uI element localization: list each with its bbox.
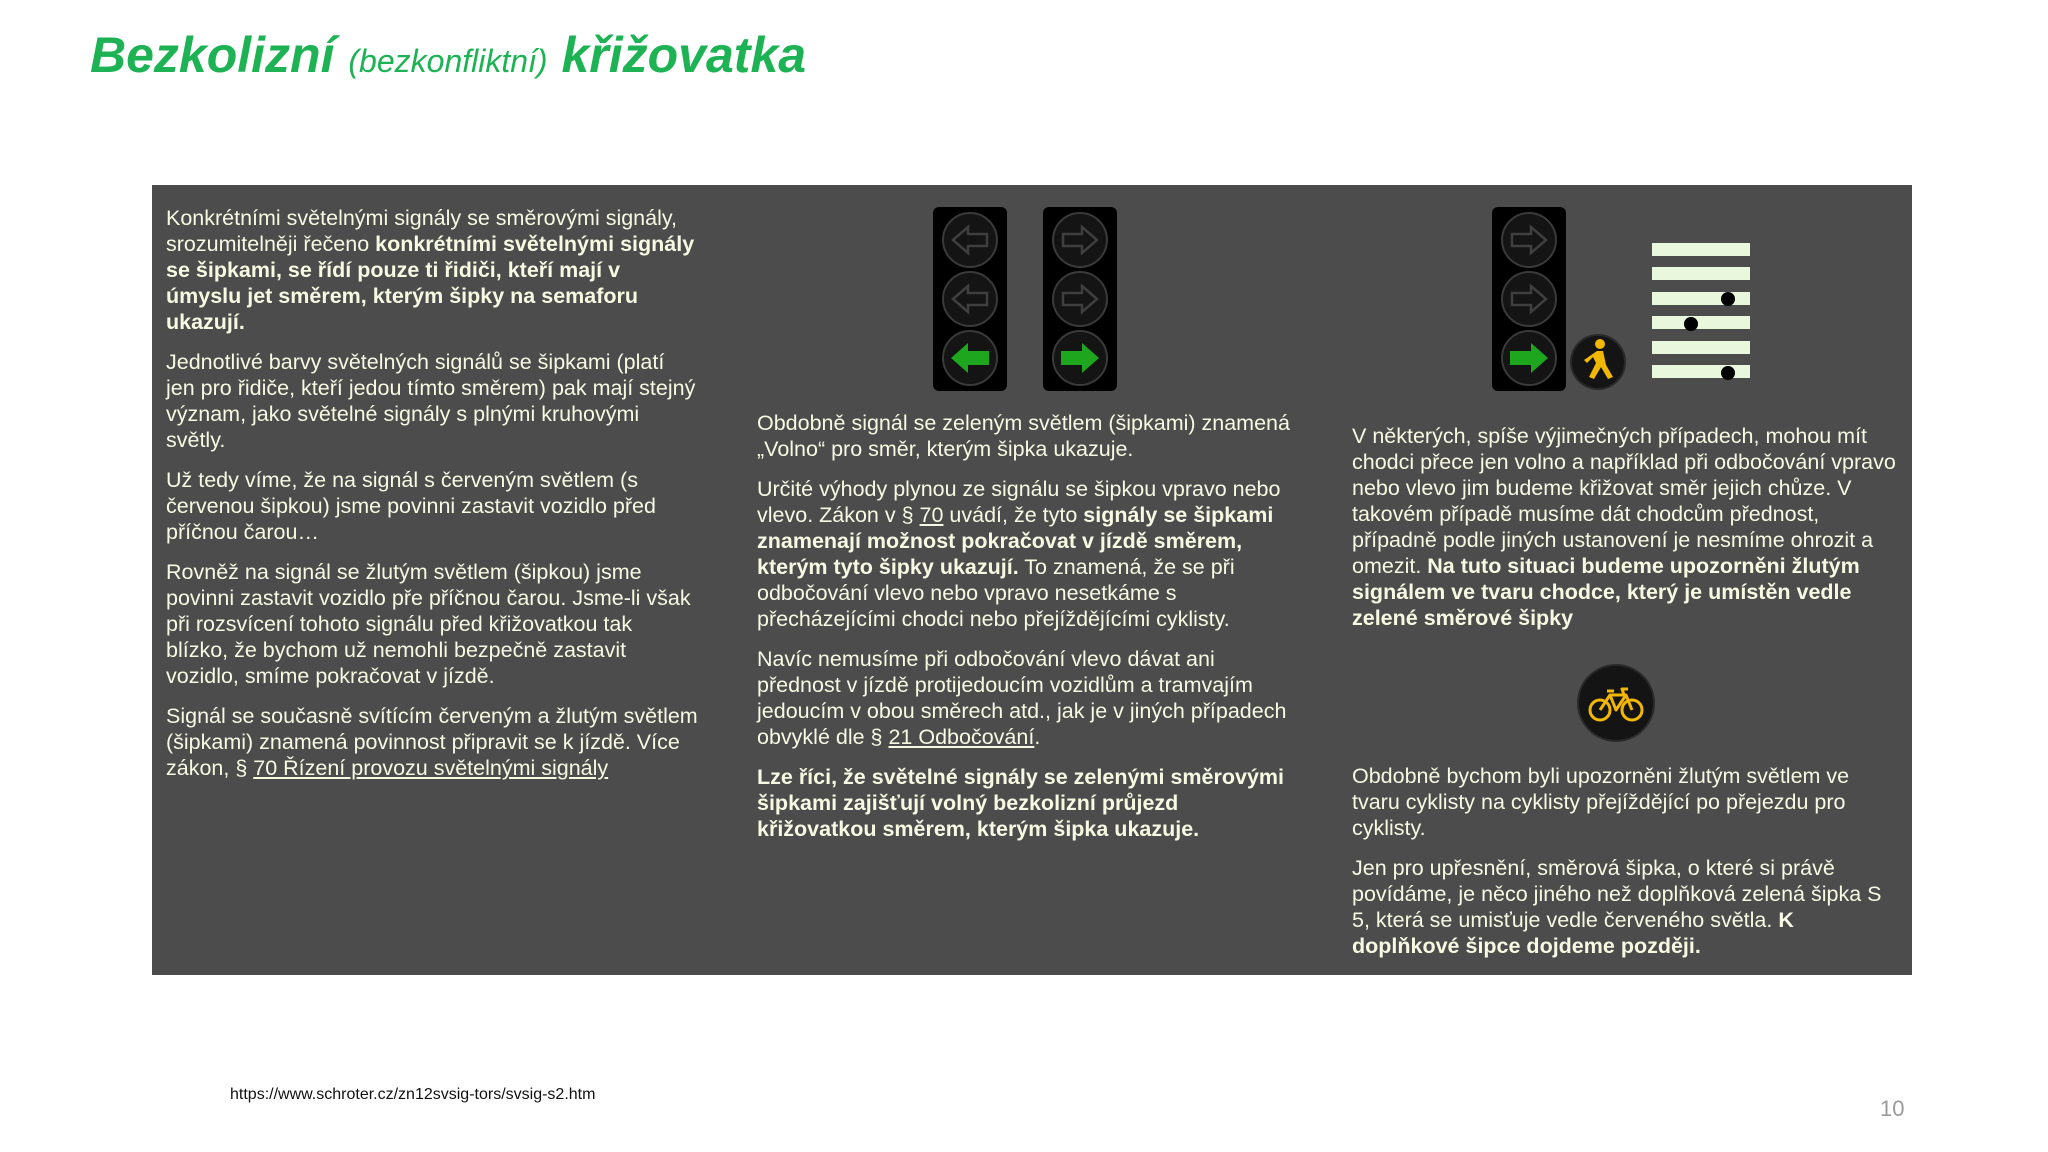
col1-p1-bold: konkrétními světelnými signály se šipkami, se řídí pouze ti řidiči, kteří mají v úmyslu jet směrem, kterým šipky na semaforu ukazují. — [166, 232, 695, 334]
column-3 — [1352, 423, 1900, 645]
bicycle-signal-icon — [1576, 663, 1656, 743]
traffic-light-pedestrian-crossing — [1490, 205, 1790, 395]
page-title — [90, 20, 806, 96]
page-number: 10 — [1880, 1096, 1905, 1121]
title-paren: (bezkonfliktní) — [348, 43, 548, 79]
col2-paragraph-1: Obdobně signál se zeleným světlem (šipkami) znamená „Volno“ pro směr, kterým šipka ukazuje. — [757, 411, 1290, 461]
col3-paragraph-3 — [1352, 855, 1900, 959]
col1-p1-text: Konkrétními světelnými signály se směrovými signály, srozumitelněji řečeno — [166, 206, 677, 256]
col1-paragraph-3: Už tedy víme, že na signál s červeným světlem (s červenou šipkou) jsme povinni zastavit vozidlo před příčnou čarou… — [166, 468, 656, 544]
col2-paragraph-2 — [757, 476, 1297, 632]
col1-paragraph-5 — [166, 703, 698, 781]
column-1 — [166, 205, 698, 795]
pedestrian-signal-icon — [1571, 335, 1625, 389]
col3-p1-bold: Na tuto situaci budeme upozorněni žlutým signálem ve tvaru chodce, který je umístěn vedle zelené směrové šipky — [1352, 554, 1860, 630]
traffic-light-right-arrows — [1043, 207, 1117, 391]
col1-paragraph-4: Rovněž na signál se žlutým světlem (šipkou) jsme povinni zastavit vozidlo pře příčnou čarou. Jsme-li však při rozsvícení tohoto signálu před křižovatkou tak blízko, že bychom už nemohli bezpečně zastavit vozidlo, smíme pokračovat v jízdě. — [166, 560, 691, 688]
traffic-light-left-arrows — [933, 207, 1007, 391]
traffic-light-right-arrow — [1492, 207, 1566, 391]
column-3-lower — [1352, 763, 1900, 973]
col3-p3-text: Jen pro upřesnění, směrová šipka, o které si právě povídáme, je něco jiného než doplňková zelená šipka S 5, která se umisťuje vedle červeného světla. — [1352, 856, 1882, 932]
crossing-stripes — [1652, 243, 1750, 380]
source-url[interactable]: https://www.schroter.cz/zn12svsig-tors/svsig-s2.htm — [230, 1086, 596, 1103]
law-70-link[interactable]: 70 Řízení provozu světelnými signály — [253, 756, 609, 780]
column-2 — [757, 410, 1297, 856]
title-end: křižovatka — [561, 27, 807, 83]
col3-paragraph-2: Obdobně bychom byli upozorněni žlutým světlem ve tvaru cyklisty na cyklisty přejíždějící po přejezdu pro cyklisty. — [1352, 764, 1850, 840]
col1-paragraph-2: Jednotlivé barvy světelných signálů se šipkami (platí jen pro řidiče, kteří jedou tímto směrem) pak mají stejný význam, jako světelné signály s plnými kruhovými světly. — [166, 350, 696, 452]
col2-p2-text-a: Určité výhody plynou ze signálu se šipkou vpravo nebo vlevo. Zákon v § — [757, 477, 1281, 527]
col2-p2-text-c: To znamená, že se při odbočování vlevo nebo vpravo nesetkáme s přecházejícími chodci nebo přejíždějícími cyklisty. — [757, 555, 1235, 631]
col3-p3-bold: K doplňkové šipce dojdeme později. — [1352, 908, 1794, 958]
law-21-link[interactable]: 21 Odbočování — [888, 725, 1035, 749]
col2-p4-bold: Lze říci, že světelné signály se zelenými směrovými šipkami zajišťují volný bezkolizní průjezd křižovatkou směrem, kterým šipka ukazuje. — [757, 765, 1285, 841]
col2-paragraph-4 — [757, 764, 1297, 842]
col2-paragraph-3 — [757, 646, 1297, 750]
content-panel — [152, 185, 1912, 975]
col3-paragraph-1 — [1352, 423, 1900, 631]
col2-p2-text-b: uvádí, že tyto — [943, 503, 1084, 527]
col2-p3-end: . — [1034, 725, 1041, 749]
law-70-link-2[interactable]: 70 — [919, 503, 944, 527]
title-main: Bezkolizní — [90, 27, 335, 83]
traffic-lights-left-right-arrows — [931, 205, 1131, 395]
col3-p1-text: V některých, spíše výjimečných případech, mohou mít chodci přece jen volno a například při odbočování vpravo nebo vlevo jim budeme křižovat směr jejich chůze. V takovém případě musíme dát chodcům přednost, případně podle jiných ustanovení je nesmíme ohrozit a omezit. — [1352, 424, 1896, 578]
col1-p5-text: Signál se současně svítícím červeným a žlutým světlem (šipkami) znamená povinnost připravit se k jízdě. Více zákon, § — [166, 704, 698, 780]
col1-paragraph-1 — [166, 205, 698, 335]
col2-p2-bold: signály se šipkami znamenají možnost pokračovat v jízdě směrem, kterým tyto šipky ukazují. — [757, 503, 1274, 579]
col2-p3-text: Navíc nemusíme při odbočování vlevo dávat ani přednost v jízdě protijedoucím vozidlům a tramvajím jedoucím v obou směrech atd., jak je v jiných případech obvyklé dle § — [757, 647, 1287, 749]
